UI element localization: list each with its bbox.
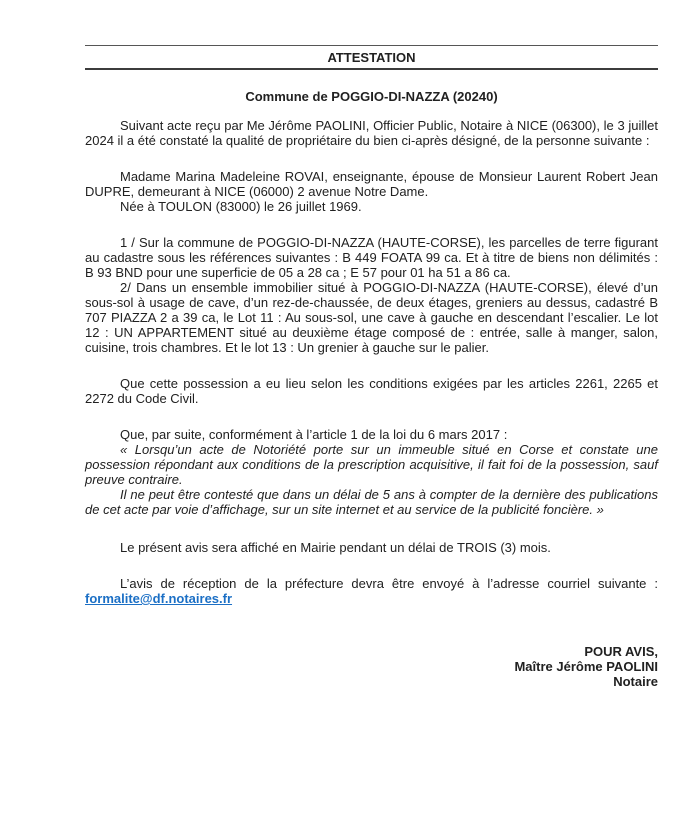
possession-paragraph: Que cette possession a eu lieu selon les conditions exigées par les articles 2261, 2265 et 2272 du Code Civil. [85, 376, 658, 406]
signature-line-pour-avis: POUR AVIS, [584, 644, 658, 659]
law-quote-paragraph-1: « Lorsqu’un acte de Notoriété porte sur un immeuble situé en Corse et constate une possession répondant aux conditions de la prescription acquisitive, il fait foi de la possession, sauf preuve contraire. [85, 442, 658, 487]
email-paragraph-prefix: L’avis de réception de la préfecture devra être envoyé à l’adresse courriel suivante : [120, 576, 658, 591]
parcel-item-2-paragraph: 2/ Dans un ensemble immobilier situé à POGGIO-DI-NAZZA (HAUTE-CORSE), élevé d’un sous-sol à usage de cave, d’un rez-de-chaussée, de deux étages, greniers au dessus, cadastré B 707 PIAZZA 2 a 39 ca, le Lot 11 : Au sous-sol, une cave à gauche en descendant l’escalier. Le lot 12 : UN APPARTEMENT situé au deuxième étage composé de : entrée, salle à manger, salon, cuisine, trois chambres. Et le lot 13 : Un grenier à gauche sur le palier. [85, 280, 658, 355]
signature-line-notary-name: Maître Jérôme PAOLINI [514, 659, 658, 674]
email-paragraph [85, 576, 658, 606]
law-intro-paragraph: Que, par suite, conformément à l’article 1 de la loi du 6 mars 2017 : [120, 427, 508, 442]
signature-block [85, 644, 658, 689]
owner-paragraph: Madame Marina Madeleine ROVAI, enseignante, épouse de Monsieur Laurent Robert Jean DUPRE, demeurant à NICE (06000) 2 avenue Notre Dame. [85, 169, 658, 199]
intro-paragraph: Suivant acte reçu par Me Jérôme PAOLINI, Officier Public, Notaire à NICE (06300), le 3 juillet 2024 il a été constaté la qualité de propriétaire du bien ci-après désigné, de la personne suivante : [85, 118, 658, 148]
birth-paragraph: Née à TOULON (83000) le 26 juillet 1969. [120, 199, 362, 214]
law-quote-paragraph-2: Il ne peut être contesté que dans un délai de 5 ans à compter de la dernière des publications de cet acte par voie d’affichage, sur un site internet et au service de la publicité foncière. » [85, 487, 658, 517]
display-notice-paragraph: Le présent avis sera affiché en Mairie pendant un délai de TROIS (3) mois. [120, 540, 551, 555]
parcel-item-1-paragraph: 1 / Sur la commune de POGGIO-DI-NAZZA (HAUTE-CORSE), les parcelles de terre figurant au cadastre sous les références suivantes : B 449 FOATA 99 ca. Et à titre de biens non délimités : B 93 BND pour une superficie de 05 a 28 ca ; E 57 pour 01 ha 51 a 86 ca. [85, 235, 658, 280]
document-content [85, 45, 658, 689]
email-link[interactable]: formalite@df.notaires.fr [85, 591, 233, 606]
page-title: ATTESTATION [327, 50, 416, 65]
signature-line-notary-title: Notaire [613, 674, 658, 689]
commune-subtitle: Commune de POGGIO-DI-NAZZA (20240) [245, 89, 498, 104]
title-band [85, 45, 658, 70]
